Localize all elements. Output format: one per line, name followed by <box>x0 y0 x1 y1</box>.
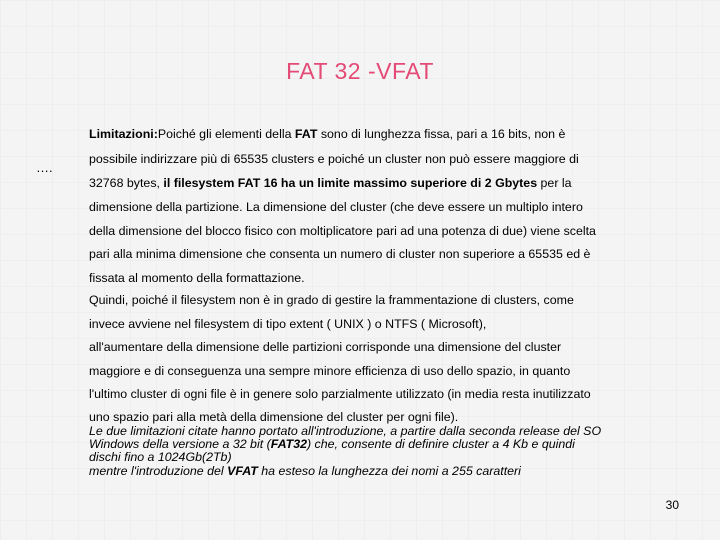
text-line <box>89 318 486 330</box>
text-segment: l'ultimo cluster di ogni file è in genere solo parzialmente utilizzato (in media resta inutilizzato <box>89 387 591 401</box>
text-segment: sono di lunghezza fissa, pari a 16 bits, non è <box>317 127 566 141</box>
text-segment: dischi fino a 1024Gb(2Tb) <box>89 450 232 464</box>
text-line <box>89 465 521 477</box>
text-line <box>89 225 596 237</box>
text-segment: per la <box>537 176 572 190</box>
text-segment: invece avviene nel filesystem di tipo extent ( UNIX ) o NTFS ( Microsoft), <box>89 317 487 331</box>
text-line <box>89 425 601 437</box>
text-line <box>89 294 574 306</box>
text-line <box>89 365 570 377</box>
text-segment: possibile indirizzare più di 65535 clusters e poiché un cluster non può essere maggiore di <box>89 152 579 166</box>
text-line <box>89 411 458 423</box>
text-segment: uno spazio pari alla metà della dimensione del cluster per ogni file). <box>89 410 459 424</box>
bold-text: VFAT <box>227 464 258 478</box>
text-line <box>89 341 561 353</box>
slide-title: FAT 32 -VFAT <box>286 58 434 84</box>
text-line <box>89 272 305 284</box>
bullet-marker: …. <box>36 160 53 175</box>
text-segment: Poiché gli elementi della <box>157 127 295 141</box>
page-number: 30 <box>665 498 679 512</box>
text-segment: della dimensione del blocco fisico con moltiplicatore pari ad una potenza di due) viene scelta <box>89 224 596 238</box>
text-line <box>89 248 590 260</box>
bold-text: FAT <box>294 127 318 141</box>
text-segment: mentre l'introduzione del <box>89 464 228 478</box>
text-segment: Le due limitazioni citate hanno portato all'introduzione, a partire dalla seconda release del SO <box>89 424 602 438</box>
bold-text: FAT32 <box>270 437 307 451</box>
text-segment: pari alla minima dimensione che consenta un numero di cluster non superiore a 65535 ed è <box>89 247 591 261</box>
text-line <box>89 153 579 165</box>
text-segment: 32768 bytes, <box>89 176 164 190</box>
text-line <box>89 438 575 450</box>
text-segment: maggiore e di conseguenza una sempre minore efficienza di uso dello spazio, in quanto <box>89 364 571 378</box>
text-segment: dimensione della partizione. La dimensione del cluster (che deve essere un multiplo intero <box>89 200 583 214</box>
text-segment: ) che, consente di definire cluster a 4 Kb e quindi <box>306 437 575 451</box>
text-segment: fissata al momento della formattazione. <box>89 271 305 285</box>
text-line <box>89 201 583 213</box>
text-line <box>89 128 565 140</box>
text-line <box>89 177 572 189</box>
text-line <box>89 451 232 463</box>
text-line <box>89 388 591 400</box>
text-segment: ha esteso la lunghezza dei nomi a 255 caratteri <box>257 464 521 478</box>
text-segment: Quindi, poiché il filesystem non è in grado di gestire la frammentazione di clusters, come <box>89 293 574 307</box>
text-segment: Windows della versione a 32 bit ( <box>89 437 271 451</box>
bold-text: Limitazioni: <box>89 127 158 141</box>
bold-text: il filesystem FAT 16 ha un limite massimo superiore di 2 Gbytes <box>163 176 538 190</box>
text-segment: all'aumentare della dimensione delle partizioni corrisponde una dimensione del cluster <box>89 340 562 354</box>
